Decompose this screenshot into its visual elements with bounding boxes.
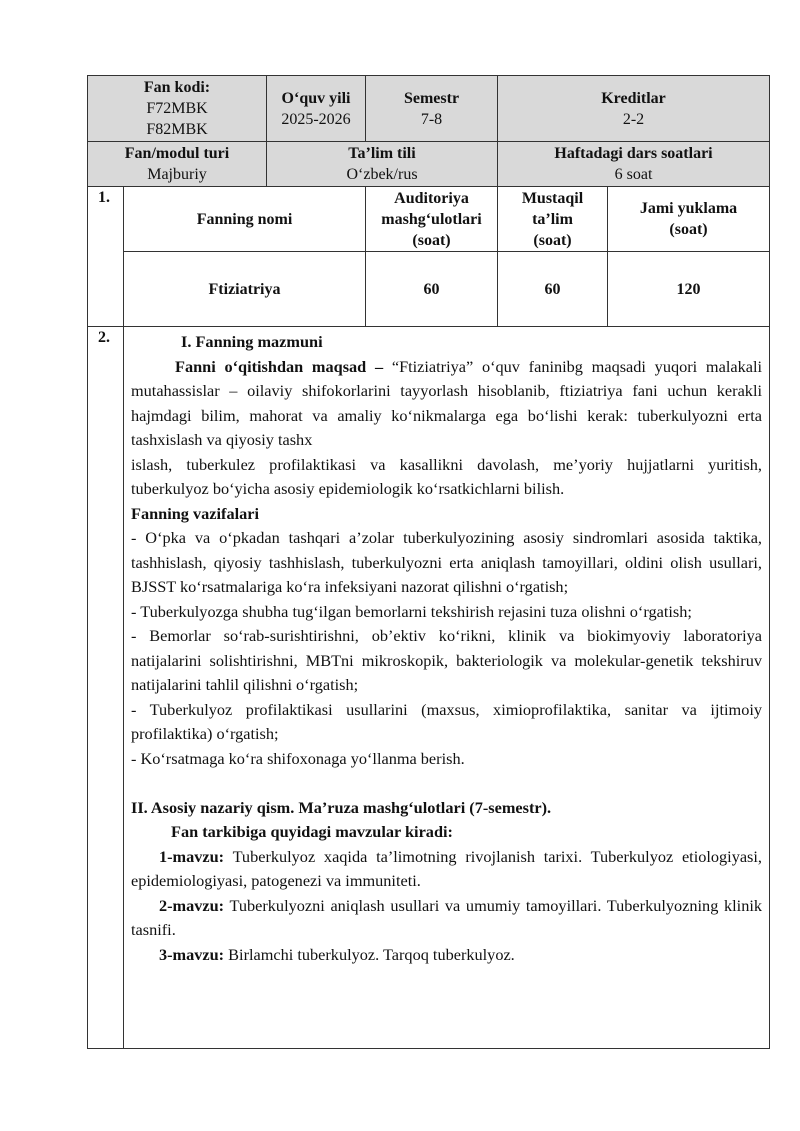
col-header-fanning-nomi	[123, 186, 366, 252]
oquv-yili-cell	[266, 75, 366, 142]
mavzu-label: 2-mavzu:	[159, 895, 225, 915]
semestr-label: Semestr	[403, 89, 460, 107]
vazifa-item: - Bemorlar so‘rab-surishtirishni, ob’ektiv ko‘rikni, klinik va biokimyoviy laboratoriya natijalarini solishtirishni, MBTni mikroskopik, bakteriologik va molekular-genetik tekshiruv natijalarini tahlil qilishni o‘rgatish;	[131, 626, 762, 694]
maqsad-label: Fanni o‘qitishdan maqsad –	[175, 356, 384, 376]
col-header-jami	[607, 186, 770, 252]
mavzu-item	[131, 845, 762, 894]
talim-tili-label: Ta’lim tili	[348, 145, 416, 162]
col-header-mustaqil-line-3: (soat)	[533, 231, 572, 249]
cell-mustaqil	[497, 251, 608, 327]
section-title-2: II. Asosiy nazariy qism. Ma’ruza mashg‘ulotlari (7-semestr).	[131, 797, 552, 817]
fan-kodi-value-2: F82MBK	[146, 121, 208, 138]
mavzu-text: Tuberkulyozni aniqlash usullari va umumiy tamoyillari. Tuberkulyozning klinik tasnifi.	[131, 895, 762, 939]
haftalik-soat-value: 6 soat	[614, 166, 653, 183]
cell-fan-nomi	[123, 251, 366, 327]
row-number-cell-2	[87, 326, 124, 1049]
mavzu-item	[131, 943, 762, 968]
col-header-auditoriya-line-2: mashg‘ulotlari	[381, 210, 482, 228]
vazifalar-title: Fanning vazifalari	[131, 503, 259, 523]
mustaqil-value: 60	[544, 280, 561, 298]
col-header-auditoriya-line-3: (soat)	[412, 231, 451, 249]
kreditlar-label: Kreditlar	[601, 89, 666, 107]
auditoriya-value: 60	[423, 280, 440, 298]
col-header-jami-line-2: (soat)	[669, 221, 708, 238]
row-number-2: 2.	[98, 329, 110, 346]
fan-nomi-value: Ftiziatriya	[208, 280, 281, 298]
vazifa-item: - Tuberkulyozga shubha tug‘ilgan bemorlarni tekshirish rejasini tuza olishni o‘rgatish;	[131, 601, 692, 621]
row-number-1: 1.	[98, 189, 110, 206]
col-header-mustaqil	[497, 186, 608, 252]
mavzu-label: 1-mavzu:	[159, 846, 225, 866]
kreditlar-cell	[497, 75, 770, 142]
haftalik-soat-cell	[497, 141, 770, 187]
cell-auditoriya	[365, 251, 498, 327]
spacer	[131, 771, 762, 796]
section-content	[131, 330, 762, 967]
fan-kodi-cell	[87, 75, 267, 142]
talim-tili-value: O‘zbek/rus	[346, 166, 418, 183]
col-header-mustaqil-line-1: Mustaqil	[521, 189, 584, 207]
col-header-mustaqil-line-2: ta’lim	[532, 210, 573, 228]
vazifa-item: - Ko‘rsatmaga ko‘ra shifoxonaga yo‘llanma berish.	[131, 748, 465, 768]
jami-value: 120	[676, 280, 701, 298]
modul-turi-value: Majburiy	[147, 166, 207, 183]
oquv-yili-label: O‘quv yili	[281, 89, 351, 107]
mavzu-text: Birlamchi tuberkulyoz. Tarqoq tuberkulyoz.	[224, 944, 515, 964]
mavzular-intro: Fan tarkibiga quyidagi mavzular kiradi:	[171, 822, 453, 841]
col-header-auditoriya	[365, 186, 498, 252]
haftalik-soat-label: Haftadagi dars soatlari	[554, 145, 713, 162]
fan-kodi-value-1: F72MBK	[146, 100, 208, 117]
fan-kodi-label: Fan kodi:	[143, 79, 211, 96]
oquv-yili-value: 2025-2026	[281, 110, 351, 128]
modul-turi-cell	[87, 141, 267, 187]
semestr-cell	[365, 75, 498, 142]
mavzu-item	[131, 894, 762, 943]
cell-jami	[607, 251, 770, 327]
vazifa-item: - Tuberkulyoz profilaktikasi usullarini (maxsus, ximioprofilaktika, sanitar va ijtimoiy profilaktika) o‘rgatish;	[131, 699, 762, 743]
col-header-fanning-nomi-text: Fanning nomi	[196, 210, 293, 228]
modul-turi-label: Fan/modul turi	[124, 145, 230, 162]
mavzu-label: 3-mavzu:	[159, 944, 225, 964]
maqsad-paragraph	[131, 355, 762, 453]
talim-tili-cell	[266, 141, 498, 187]
mavzu-text: Tuberkulyoz xaqida ta’limotning rivojlanish tarixi. Tuberkulyoz etiologiyasi, epidemiologiyasi, patogenezi va immuniteti.	[131, 846, 762, 890]
maqsad-paragraph-continued: islash, tuberkulez profilaktikasi va kasallikni davolash, me’yoriy hujjatlarni yuritish, tuberkulyoz bo‘yicha asosiy epidemiologik ko‘rsatkichlarni bilish.	[131, 454, 762, 498]
semestr-value: 7-8	[420, 110, 443, 128]
col-header-jami-line-1: Jami yuklama	[639, 200, 738, 217]
maqsad-text: “Ftiziatriya” o‘quv faninibg maqsadi yuqori malakali mutahassislar – oilaviy shifokorlarini tayyorlash hisoblanib, ftiziatriya fani uchun kerakli hajmdagi bilim, mahorat va amaliy ko‘nikmalarga ega bo‘lishi kerak: tuberkulyozni erta tashxislash va qiyosiy tashx	[131, 356, 762, 449]
row-number-cell-1	[87, 186, 124, 327]
kreditlar-value: 2-2	[622, 110, 645, 128]
col-header-auditoriya-line-1: Auditoriya	[394, 189, 469, 207]
section-title-1: I. Fanning mazmuni	[181, 332, 323, 351]
vazifa-item: - O‘pka va o‘pkadan tashqari a’zolar tuberkulyozining asosiy sindromlari asosida taktika, tashhislash, qiyosiy tashhislash, tuberkulyozni erta aniqlash tamoyillari, oldini olish usullari, BJSST ko‘rsatmalariga ko‘ra infeksiyani nazorat qilishni o‘rgatish;	[131, 528, 762, 596]
